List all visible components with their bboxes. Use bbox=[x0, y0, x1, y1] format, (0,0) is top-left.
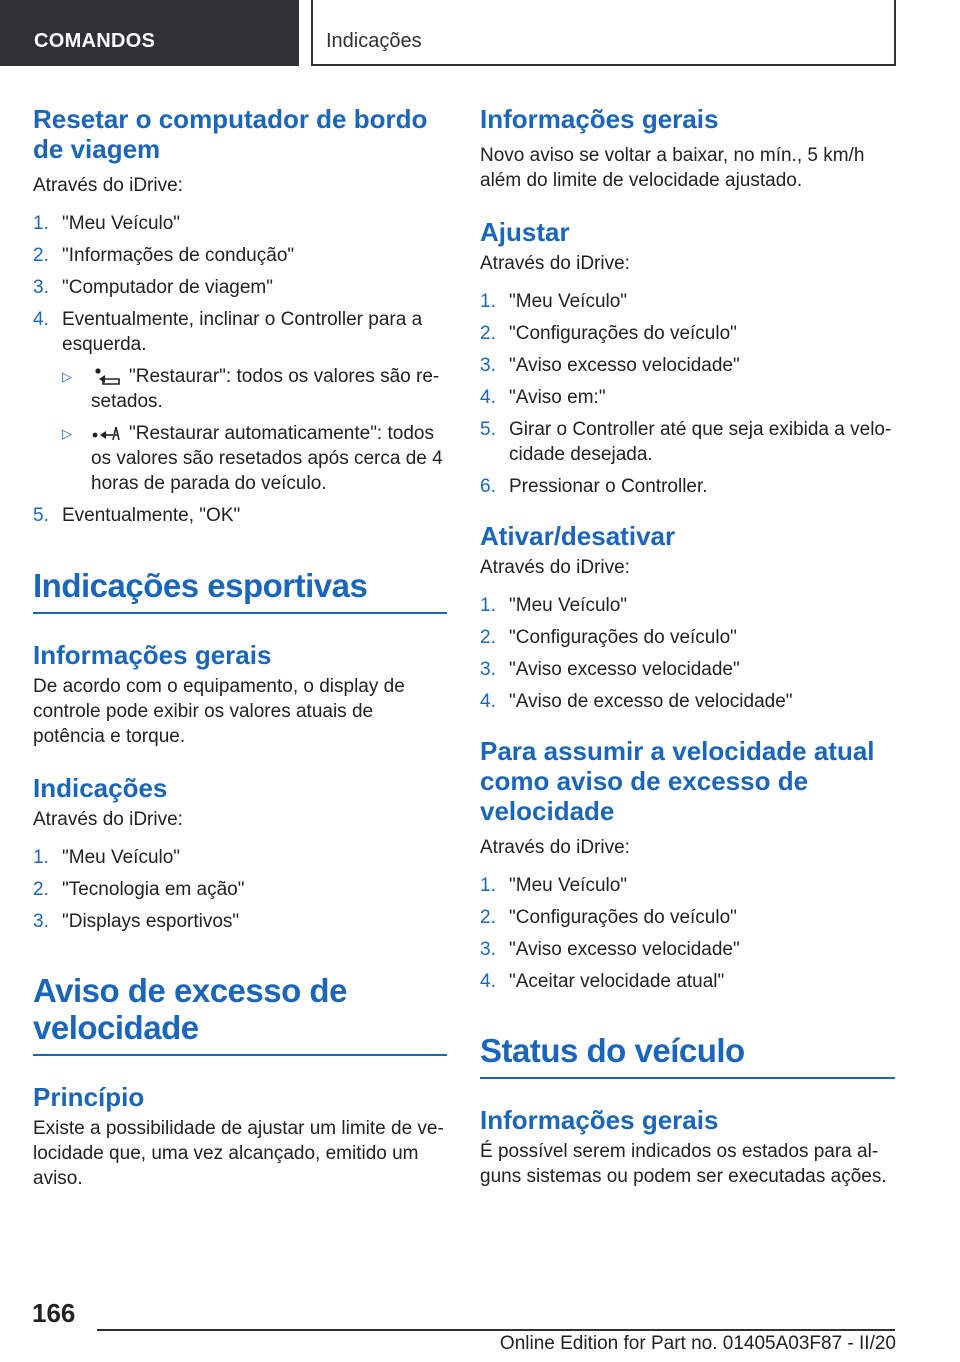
list-item: ▷ "Restaurar": todos os valores são re-setados. bbox=[62, 366, 440, 412]
adjust-intro: Através do iDrive: bbox=[480, 253, 630, 274]
toggle-intro: Através do iDrive: bbox=[480, 557, 630, 578]
toggle-steps bbox=[480, 593, 895, 714]
heading-reset-trip-computer: Resetar o computador de bordo de viagem bbox=[33, 104, 428, 164]
list-item: 2. "Tecnologia em ação" bbox=[33, 879, 245, 900]
right-column bbox=[480, 104, 895, 1189]
list-item: 5. Girar o Controller até que seja exibida a velo-cidade desejada. bbox=[480, 419, 892, 465]
list-item: 2. "Configurações do veículo" bbox=[480, 627, 737, 648]
list-item: 1. "Meu Veículo" bbox=[480, 595, 628, 616]
heading-assume-current-speed: Para assumir a velocidade atual como aviso de excesso de velocidade bbox=[480, 736, 875, 826]
auto-reset-arrow-icon bbox=[91, 424, 123, 444]
list-item: 3. "Aviso excesso velocidade" bbox=[480, 939, 740, 960]
sport-steps bbox=[33, 845, 447, 934]
list-item: 2. "Configurações do veículo" bbox=[480, 323, 737, 344]
list-item: 3. "Aviso excesso velocidade" bbox=[480, 659, 740, 680]
heading-sport-general-info: Informações gerais bbox=[33, 640, 272, 670]
assume-intro: Através do iDrive: bbox=[480, 837, 630, 858]
list-item: 4. "Aceitar velocidade atual" bbox=[480, 971, 725, 992]
reset-sub-options bbox=[62, 364, 447, 496]
heading-activate-deactivate: Ativar/desativar bbox=[480, 521, 676, 551]
heading-general-info: Informações gerais bbox=[480, 104, 719, 134]
bullet-triangle-icon: ▷ bbox=[62, 369, 72, 384]
chapter-label: Indicações bbox=[326, 30, 422, 52]
heading-adjust: Ajustar bbox=[480, 217, 570, 247]
heading-principle: Princípio bbox=[33, 1082, 145, 1112]
assume-steps bbox=[480, 873, 895, 994]
list-item: 4. "Aviso em:" bbox=[480, 387, 606, 408]
footer-divider bbox=[97, 1329, 895, 1331]
list-item: 3. "Aviso excesso velocidade" bbox=[480, 355, 740, 376]
reset-intro: Através do iDrive: bbox=[33, 175, 183, 196]
list-item: 3. "Computador de viagem" bbox=[33, 277, 273, 298]
left-column bbox=[33, 104, 447, 1191]
reset-steps bbox=[33, 211, 447, 528]
list-item: 2. "Informações de condução" bbox=[33, 245, 295, 266]
list-item: 1. "Meu Veículo" bbox=[33, 213, 181, 234]
reset-arrow-icon bbox=[91, 367, 123, 387]
list-item: 1. "Meu Veículo" bbox=[480, 291, 628, 312]
heading-sport-indications: Indicações bbox=[33, 773, 168, 803]
list-item: ▷ "Restaurar automaticamente": todos os valores são resetados após cerca de 4 horas de parada do veículo. bbox=[62, 423, 443, 494]
list-item: 4. Eventualmente, inclinar o Controller para a esquerda. ▷ "Restaurar": todos os valores são re-setados. ▷ "Restaurar automaticamente": todos os valores são resetados após cerca de 4 horas de parada do veículo. bbox=[33, 307, 447, 496]
general-info-text: Novo aviso se voltar a baixar, no mín., 5 km/h além do limite de velocidade ajustado. bbox=[480, 145, 865, 191]
list-item: 6. Pressionar o Controller. bbox=[480, 476, 708, 497]
heading-status-general-info: Informações gerais bbox=[480, 1105, 719, 1135]
status-info-text: É possível serem indicados os estados para al-guns sistemas ou podem ser executadas ações. bbox=[480, 1141, 887, 1187]
page-number: 166 bbox=[32, 1298, 76, 1328]
list-item: 1. "Meu Veículo" bbox=[33, 847, 181, 868]
bullet-triangle-icon: ▷ bbox=[62, 426, 72, 441]
adjust-steps bbox=[480, 289, 895, 499]
chapter-tab bbox=[311, 0, 896, 66]
section-tab bbox=[0, 0, 299, 66]
heading-sport-displays: Indicações esportivas bbox=[33, 567, 447, 614]
principle-text: Existe a possibilidade de ajustar um limite de ve-locidade que, uma vez alcançado, emitido um aviso. bbox=[33, 1118, 444, 1189]
page-header bbox=[0, 0, 960, 66]
list-item: 1. "Meu Veículo" bbox=[480, 875, 628, 896]
heading-vehicle-status: Status do veículo bbox=[480, 1032, 895, 1079]
section-label: COMANDOS bbox=[34, 30, 156, 52]
sport-info-text: De acordo com o equipamento, o display de controle pode exibir os valores atuais de potência e torque. bbox=[33, 676, 405, 747]
list-item: 5. Eventualmente, "OK" bbox=[33, 505, 241, 526]
list-item: 4. "Aviso de excesso de velocidade" bbox=[480, 691, 793, 712]
edition-note: Online Edition for Part no. 01405A03F87 - II/20 bbox=[499, 1333, 896, 1354]
list-item: 2. "Configurações do veículo" bbox=[480, 907, 737, 928]
list-item: 3. "Displays esportivos" bbox=[33, 911, 240, 932]
heading-speed-warning: Aviso de excesso de velocidade bbox=[33, 972, 447, 1056]
sport-intro: Através do iDrive: bbox=[33, 809, 183, 830]
